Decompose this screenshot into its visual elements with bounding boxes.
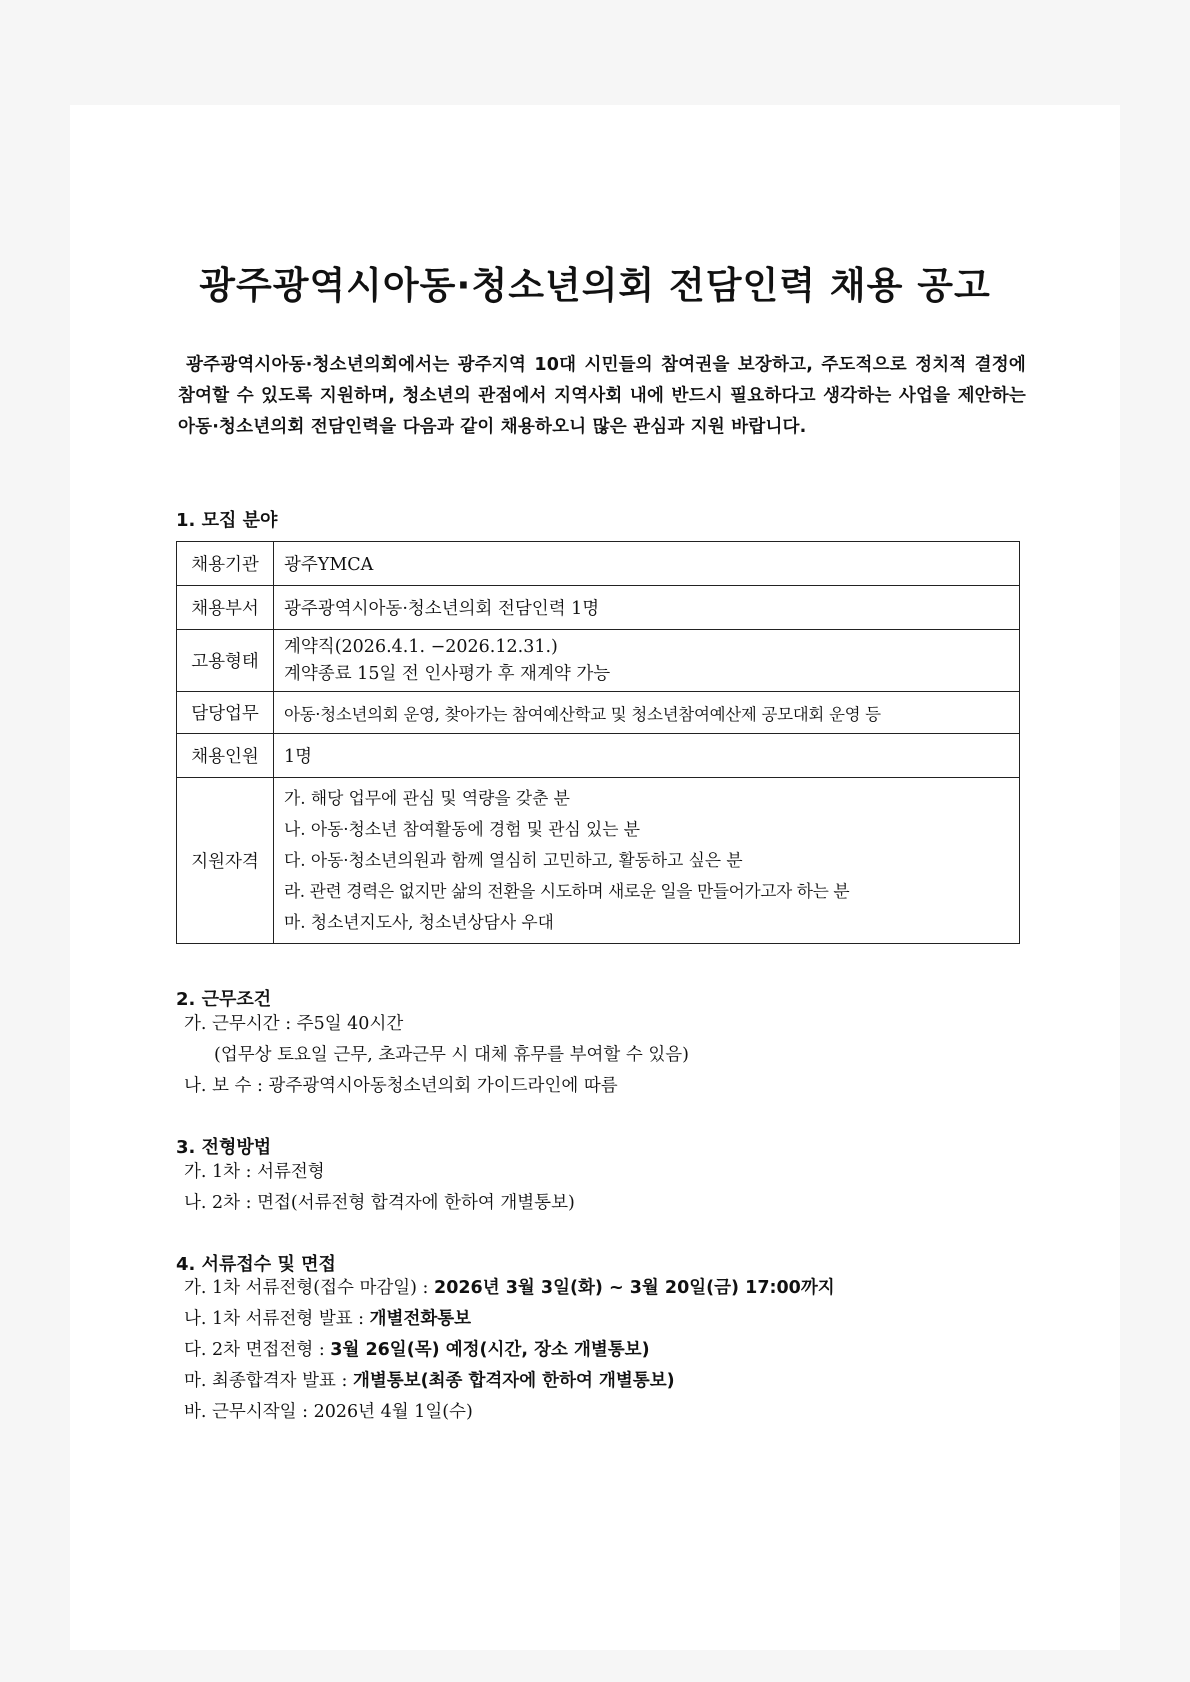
section4-value: 2026년 3월 3일(화) ~ 3월 20일(금) 17:00까지 bbox=[434, 1278, 835, 1298]
section3-line: 가. 1차 : 서류전형 bbox=[184, 1162, 325, 1182]
qual-item: 가. 해당 업무에 관심 및 역량을 갖춘 분 bbox=[284, 788, 570, 808]
section4-line bbox=[184, 1273, 835, 1304]
section3-line: 나. 2차 : 면접(서류전형 합격자에 한하여 개별통보) bbox=[184, 1193, 575, 1213]
type-line-1: 계약직(2026.4.1. −2026.12.31.) bbox=[284, 637, 558, 657]
qual-item: 라. 관련 경력은 없지만 삶의 전환을 시도하며 새로운 일을 만들어가고자 하는 분 bbox=[284, 881, 850, 901]
section1-heading: 1. 모집 분야 bbox=[176, 510, 278, 531]
row-value-type bbox=[274, 630, 1020, 692]
row-label-qual: 지원자격 bbox=[177, 778, 274, 944]
page-title: 광주광역시아동·청소년의회 전담인력 채용 공고 bbox=[199, 264, 991, 307]
row-label-count: 채용인원 bbox=[177, 734, 274, 778]
intro-paragraph: 광주광역시아동·청소년의회에서는 광주지역 10대 시민들의 참여권을 보장하고, 주도적으로 정치적 결정에 참여할 수 있도록 지원하며, 청소년의 관점에서 지역사회 내에 반드시 필요하다고 생각하는 사업을 제안하는 아동·청소년의회 전담인력을 다음과 같이 채용하오니 많은 관심과 지원 바랍니다. bbox=[178, 355, 1026, 437]
section4-value: 개별전화통보 bbox=[369, 1309, 472, 1329]
section4-line bbox=[184, 1335, 835, 1366]
row-label-duty: 담당업무 bbox=[177, 692, 274, 734]
section4-body bbox=[184, 1273, 835, 1428]
section4-value: 개별통보(최종 합격자에 한하여 개별통보) bbox=[352, 1371, 675, 1391]
row-label-org: 채용기관 bbox=[177, 542, 274, 586]
table-row-count bbox=[177, 734, 1020, 778]
section4-prefix: 바. 근무시작일 : 2026년 4월 1일(수) bbox=[184, 1402, 473, 1422]
qual-item: 다. 아동·청소년의원과 함께 열심히 고민하고, 활동하고 싶은 분 bbox=[284, 850, 743, 870]
section3-body bbox=[184, 1157, 575, 1219]
section2-heading: 2. 근무조건 bbox=[176, 989, 272, 1010]
table-row-org bbox=[177, 542, 1020, 586]
qual-item: 나. 아동·청소년 참여활동에 경험 및 관심 있는 분 bbox=[284, 819, 641, 839]
section4-prefix: 마. 최종합격자 발표 : bbox=[184, 1371, 353, 1391]
row-value-qual bbox=[274, 778, 1020, 944]
table-row-duty bbox=[177, 692, 1020, 734]
qual-item: 마. 청소년지도사, 청소년상담사 우대 bbox=[284, 912, 554, 932]
section4-heading: 4. 서류접수 및 면접 bbox=[176, 1254, 336, 1275]
section2-body bbox=[184, 1009, 689, 1102]
section2-line: 가. 근무시간 : 주5일 40시간 bbox=[184, 1014, 404, 1034]
section4-line bbox=[184, 1366, 835, 1397]
section4-prefix: 나. 1차 서류전형 발표 : bbox=[184, 1309, 370, 1329]
table-row-qual bbox=[177, 778, 1020, 944]
row-value-count: 1명 bbox=[274, 734, 1020, 778]
table-row-dept bbox=[177, 586, 1020, 630]
row-value-dept: 광주광역시아동·청소년의회 전담인력 1명 bbox=[274, 586, 1020, 630]
row-value-org: 광주YMCA bbox=[274, 542, 1020, 586]
type-line-2: 계약종료 15일 전 인사평가 후 재계약 가능 bbox=[284, 664, 611, 684]
section4-line bbox=[184, 1397, 835, 1428]
section4-line bbox=[184, 1304, 835, 1335]
row-label-dept: 채용부서 bbox=[177, 586, 274, 630]
section4-prefix: 가. 1차 서류전형(접수 마감일) : bbox=[184, 1278, 435, 1298]
section4-value: 3월 26일(목) 예정(시간, 장소 개별통보) bbox=[330, 1340, 650, 1360]
row-label-type: 고용형태 bbox=[177, 630, 274, 692]
section2-line: 나. 보 수 : 광주광역시아동청소년의회 가이드라인에 따름 bbox=[184, 1076, 618, 1096]
section3-heading: 3. 전형방법 bbox=[176, 1137, 272, 1158]
table-row-type bbox=[177, 630, 1020, 692]
section2-line: (업무상 토요일 근무, 초과근무 시 대체 휴무를 부여할 수 있음) bbox=[214, 1045, 690, 1065]
recruit-table bbox=[176, 541, 1020, 944]
section4-prefix: 다. 2차 면접전형 : bbox=[184, 1340, 331, 1360]
row-value-duty: 아동·청소년의회 운영, 찾아가는 참여예산학교 및 청소년참여예산제 공모대회 운영 등 bbox=[274, 692, 1020, 734]
